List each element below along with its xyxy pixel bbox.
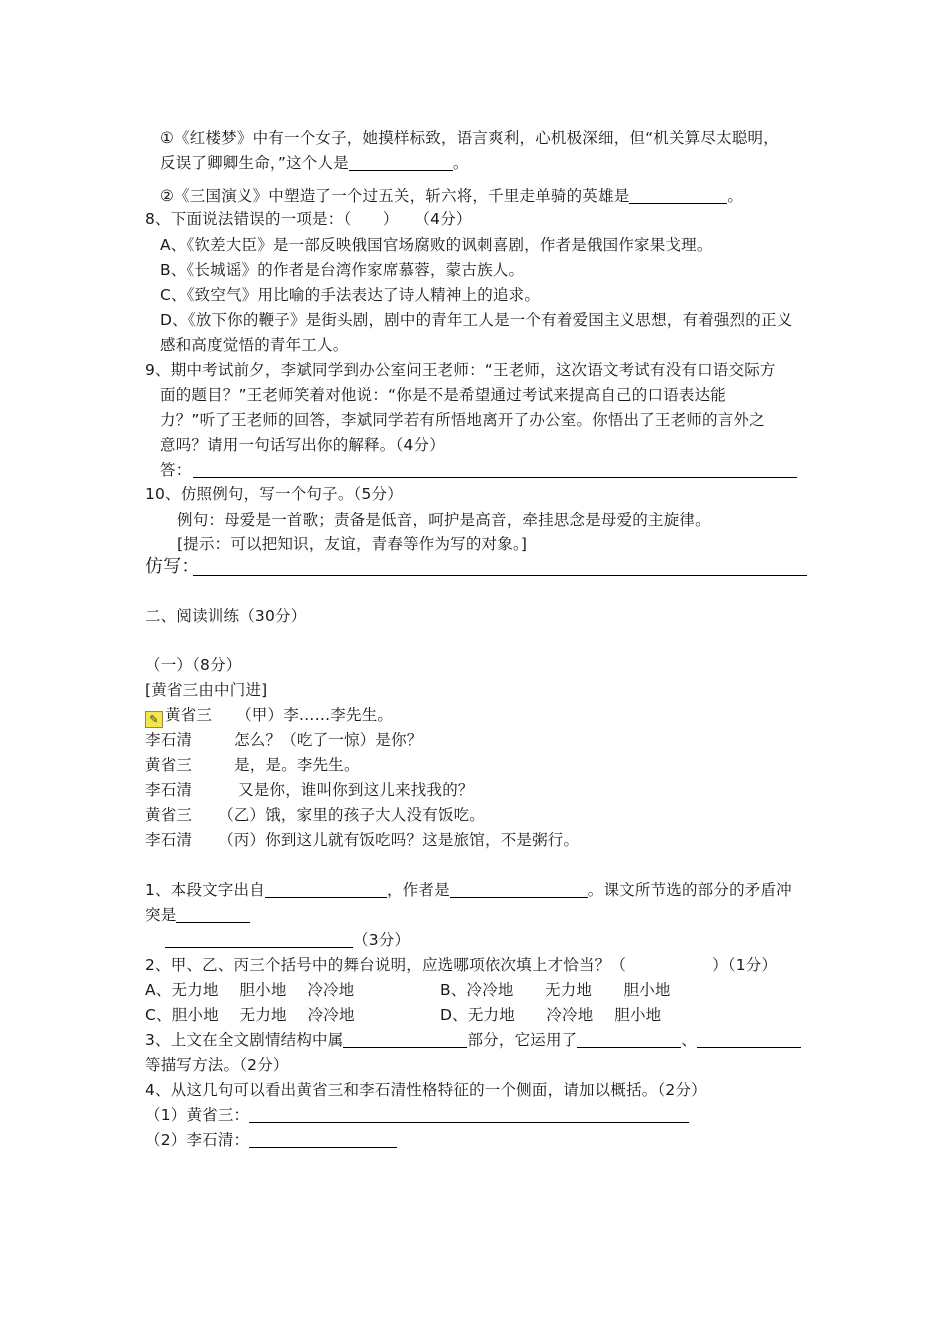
q9-line4: 意吗？请用一句话写出你的解释。（4分） bbox=[160, 436, 445, 454]
script-line-6 bbox=[145, 830, 579, 850]
conflict-blank-1[interactable] bbox=[176, 906, 250, 923]
q9-answer-label: 答： bbox=[160, 461, 192, 479]
reading-q1-line2 bbox=[145, 905, 250, 925]
reading-q3-line2: 等描写方法。（2分） bbox=[145, 1056, 289, 1074]
reading-q3-line1 bbox=[145, 1030, 801, 1050]
script-line-3 bbox=[145, 755, 360, 775]
reading-q2-option-d: D、无力地 冷冷地 胆小地 bbox=[440, 1006, 662, 1024]
dialogue: （乙）饿，家里的孩子大人没有饭吃。 bbox=[218, 806, 486, 824]
script-line-5 bbox=[145, 805, 485, 825]
reading-q2-option-b: B、冷冷地 无力地 胆小地 bbox=[440, 981, 671, 999]
reading-q1-score: （3分） bbox=[353, 931, 411, 949]
section2-part1: （一）（8分） bbox=[145, 656, 242, 674]
reading-q4-stem: 4、从这几句可以看出黄省三和李石清性格特征的一个侧面，请加以概括。（2分） bbox=[145, 1081, 707, 1099]
structure-blank[interactable] bbox=[343, 1031, 467, 1048]
author-blank[interactable] bbox=[450, 881, 588, 898]
reading-q2-text: 2、甲、乙、丙三个括号中的舞台说明，应选哪项依次填上才恰当？（ bbox=[145, 956, 627, 974]
reading-q3-text-b: 部分，它运用了 bbox=[467, 1031, 578, 1049]
speaker: 黄省三 bbox=[165, 706, 213, 724]
q9-line3: 力？”听了王老师的回答，李斌同学若有所悟地离开了办公室。你悟出了王老师的言外之 bbox=[160, 411, 765, 429]
script-line-4 bbox=[145, 780, 474, 800]
reading-q1-text-c: 。课文所节选的部分的矛盾冲 bbox=[587, 881, 792, 899]
dialogue: （丙）你到这儿就有饭吃吗？这是旅馆，不是粥行。 bbox=[218, 831, 580, 849]
speaker: 黄省三 bbox=[145, 756, 193, 774]
reading-q3-text-c: 、 bbox=[681, 1031, 698, 1049]
q8-option-d-line1: D、《放下你的鞭子》是街头剧，剧中的青年工人是一个有着爱国主义思想，有着强烈的正义 bbox=[160, 311, 793, 329]
reading-q4-label-1: （1）黄省三： bbox=[145, 1106, 250, 1124]
q7-item2-end: 。 bbox=[727, 187, 744, 205]
source-blank[interactable] bbox=[265, 881, 387, 898]
script-line-2 bbox=[145, 730, 423, 750]
reading-q1-text-d: 突是 bbox=[145, 906, 177, 924]
q9-answer-line[interactable] bbox=[193, 476, 797, 478]
dialogue: （甲）李……李先生。 bbox=[236, 706, 394, 724]
q7-item1-end: 。 bbox=[452, 154, 469, 172]
q7-item2-line bbox=[160, 186, 743, 206]
dialogue: 又是你，谁叫你到这儿来找我的？ bbox=[238, 781, 474, 799]
q7-item1-text: 反误了卿卿生命，”这个人是 bbox=[160, 154, 349, 172]
speaker: 李石清 bbox=[145, 731, 193, 749]
speaker: 黄省三 bbox=[145, 806, 193, 824]
huang-answer-blank[interactable] bbox=[249, 1106, 689, 1123]
li-answer-blank[interactable] bbox=[249, 1131, 397, 1148]
reading-q2-stem bbox=[145, 955, 777, 975]
q8-option-c: C、《致空气》用比喻的手法表达了诗人精神上的追求。 bbox=[160, 286, 541, 304]
reading-q2-score: ）（1分） bbox=[712, 956, 778, 974]
reading-q2-option-a: A、无力地 胆小地 冷冷地 bbox=[145, 981, 355, 999]
reading-q4-label-2: （2）李石清： bbox=[145, 1131, 250, 1149]
q9-line2: 面的题目？”王老师笑着对他说：“你是不是希望通过考试来提高自己的口语表达能 bbox=[160, 386, 726, 404]
q10-stem: 10、仿照例句，写一个句子。（5分） bbox=[145, 485, 403, 503]
reading-q4-item1 bbox=[145, 1105, 689, 1125]
q8-option-b: B、《长城谣》的作者是台湾作家席慕蓉，蒙古族人。 bbox=[160, 261, 525, 279]
script-line-1 bbox=[145, 705, 393, 728]
q7-item2-text: ②《三国演义》中塑造了一个过五关，斩六将，千里走单骑的英雄是 bbox=[160, 187, 630, 205]
q8-stem: 8、下面说法错误的一项是：（ ） （4分） bbox=[145, 210, 472, 228]
reading-q1-text-a: 1、本段文字出自 bbox=[145, 881, 265, 899]
method-blank-2[interactable] bbox=[697, 1031, 801, 1048]
q8-option-d-line2: 感和高度觉悟的青年工人。 bbox=[160, 336, 349, 354]
reading-q2-option-c: C、胆小地 无力地 冷冷地 bbox=[145, 1006, 355, 1024]
q8-option-a: A、《钦差大臣》是一部反映俄国官场腐败的讽刺喜剧，作者是俄国作家果戈理。 bbox=[160, 236, 713, 254]
reading-q1-line3 bbox=[165, 930, 410, 950]
q10-write-line[interactable] bbox=[193, 574, 807, 576]
q10-write-label: 仿写： bbox=[145, 556, 200, 577]
q9-line1: 9、期中考试前夕，李斌同学到办公室问王老师：“王老师，这次语文考试有没有口语交际方 bbox=[145, 361, 776, 379]
conflict-blank-2[interactable] bbox=[165, 931, 353, 948]
pencil-note-icon[interactable]: ✎ bbox=[145, 711, 163, 728]
reading-q1-text-b: ，作者是 bbox=[386, 881, 450, 899]
q7-item2-blank[interactable] bbox=[629, 187, 727, 204]
stage-direction: [黄省三由中门进] bbox=[145, 681, 268, 699]
q10-hint: [提示：可以把知识，友谊，青春等作为写的对象。] bbox=[177, 535, 528, 553]
speaker: 李石清 bbox=[145, 831, 193, 849]
dialogue: 是，是。李先生。 bbox=[234, 756, 360, 774]
q10-example: 例句：母爱是一首歌；责备是低音，呵护是高音，牵挂思念是母爱的主旋律。 bbox=[177, 511, 711, 529]
q7-item1-line2 bbox=[160, 153, 469, 173]
reading-q1-line1 bbox=[145, 880, 792, 900]
q7-item1-blank[interactable] bbox=[349, 154, 453, 171]
dialogue: 怎么？（吃了一惊）是你？ bbox=[234, 731, 423, 749]
q7-item1-line1: ①《红楼梦》中有一个女子，她摸样标致，语言爽利，心机极深细，但“机关算尽太聪明， bbox=[160, 129, 779, 147]
section2-title: 二、阅读训练（30分） bbox=[145, 607, 307, 625]
method-blank-1[interactable] bbox=[577, 1031, 681, 1048]
reading-q3-text-a: 3、上文在全文剧情结构中属 bbox=[145, 1031, 344, 1049]
reading-q4-item2 bbox=[145, 1130, 397, 1150]
speaker: 李石清 bbox=[145, 781, 193, 799]
